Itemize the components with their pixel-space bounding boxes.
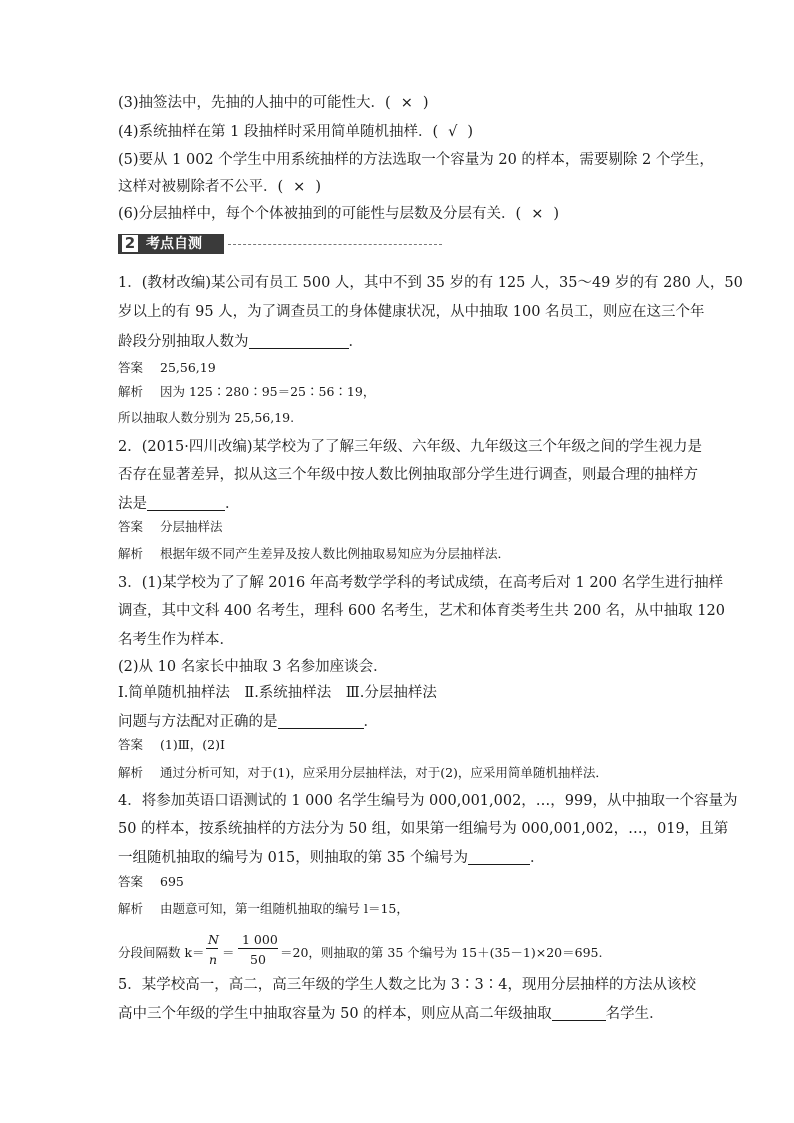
answer-blank xyxy=(249,334,349,349)
q3-line-1: 3．(1)某学校为了了解 2016 年高考数学学科的考试成绩，在高考后对 1 200 名学生进行抽样 xyxy=(118,575,724,591)
analysis-label: 解析 xyxy=(118,384,144,399)
section-header xyxy=(118,234,442,254)
analysis-label: 解析 xyxy=(118,546,144,561)
q3-line-6: 问题与方法配对正确的是 ． xyxy=(118,714,378,730)
q1-line-3: 龄段分别抽取人数为 ． xyxy=(118,334,363,350)
section-divider xyxy=(228,244,442,245)
q5-line-1: 5．某学校高一，高二，高三年级的学生人数之比为 3∶3∶4，现用分层抽样的方法从该校 xyxy=(118,977,697,993)
q2-line-3: 法是 ． xyxy=(118,496,240,512)
q4-analysis: 解析 由题意可知，第一组随机抽取的编号 l＝15， xyxy=(118,901,409,916)
judgment-4: (4)系统抽样在第 1 段抽样时采用简单随机抽样．( √ ) xyxy=(118,124,474,140)
section-number: 2 xyxy=(122,235,138,252)
answer-label: 答案 xyxy=(118,360,144,375)
answer-label: 答案 xyxy=(118,519,144,534)
section-title: 考点自测 xyxy=(146,236,202,252)
judgment-5-cont: 这样对被剔除者不公平．( × ) xyxy=(118,179,321,195)
analysis-label: 解析 xyxy=(118,901,144,916)
answer-blank xyxy=(147,496,225,511)
answer-blank xyxy=(278,714,364,729)
cross-mark: × xyxy=(293,179,306,195)
q4-answer: 答案 695 xyxy=(118,874,184,889)
q5-line-2: 高中三个年级的学生中抽取容量为 50 的样本，则应从高二年级抽取 名学生． xyxy=(118,1006,664,1022)
q2-analysis: 解析 根据年级不同产生差异及按人数比例抽取易知应为分层抽样法． xyxy=(118,546,511,561)
answer-label: 答案 xyxy=(118,874,144,889)
q3-answer: 答案 (1)Ⅲ，(2)Ⅰ xyxy=(118,737,225,752)
q2-line-1: 2．(2015·四川改编)某学校为了了解三年级、六年级、九年级这三个年级之间的学生视力是 xyxy=(118,439,703,455)
q1-line-1: 1．(教材改编)某公司有员工 500 人，其中不到 35 岁的有 125 人，35～49 岁的有 280 人，50 xyxy=(118,275,743,291)
q2-answer: 答案 分层抽样法 xyxy=(118,519,223,534)
q1-analysis-2: 所以抽取人数分别为 25,56,19. xyxy=(118,410,295,425)
q1-line-2: 岁以上的有 95 人，为了调查员工的身体健康状况，从中抽取 100 名员工，则应在这三个年 xyxy=(118,304,705,320)
q2-line-2: 否存在显著差异，拟从这三个年级中按人数比例抽取部分学生进行调查，则最合理的抽样方 xyxy=(118,467,698,483)
q3-analysis: 解析 通过分析可知，对于(1)，应采用分层抽样法，对于(2)，应采用简单随机抽样法． xyxy=(118,765,608,780)
judgment-5: (5)要从 1 002 个学生中用系统抽样的方法选取一个容量为 20 的样本，需要剔除 2 个学生， xyxy=(118,152,714,168)
q4-line-3: 一组随机抽取的编号为 015，则抽取的第 35 个编号为 ． xyxy=(118,850,545,866)
q3-options: Ⅰ.简单随机抽样法 Ⅱ.系统抽样法 Ⅲ.分层抽样法 xyxy=(118,685,437,701)
cross-mark: × xyxy=(531,206,544,222)
q4-line-2: 50 的样本，按系统抽样的方法分为 50 组，如果第一组编号为 000,001,002，…，019，且第 xyxy=(118,821,729,837)
q1-analysis: 解析 因为 125∶280∶95＝25∶56∶19， xyxy=(118,384,376,399)
answer-blank xyxy=(552,1006,606,1021)
cross-mark: × xyxy=(400,95,413,111)
judgment-6: (6)分层抽样中，每个个体被抽到的可能性与层数及分层有关．( × ) xyxy=(118,206,560,222)
q3-line-2: 调查，其中文科 400 名考生，理科 600 名考生，艺术和体育类考生共 200 名，从中抽取 120 xyxy=(118,603,725,619)
judgment-3: (3)抽签法中，先抽的人抽中的可能性大．( × ) xyxy=(118,95,429,111)
q3-line-3: 名考生作为样本． xyxy=(118,632,234,648)
q3-line-4: (2)从 10 名家长中抽取 3 名参加座谈会． xyxy=(118,659,388,675)
q4-line-1: 4．将参加英语口语测试的 1 000 名学生编号为 000,001,002，…，999，从中抽取一个容量为 xyxy=(118,793,738,809)
answer-label: 答案 xyxy=(118,737,144,752)
answer-blank xyxy=(468,850,530,865)
q1-answer: 答案 25,56,19 xyxy=(118,360,216,375)
check-mark: √ xyxy=(448,124,458,140)
analysis-label: 解析 xyxy=(118,765,144,780)
